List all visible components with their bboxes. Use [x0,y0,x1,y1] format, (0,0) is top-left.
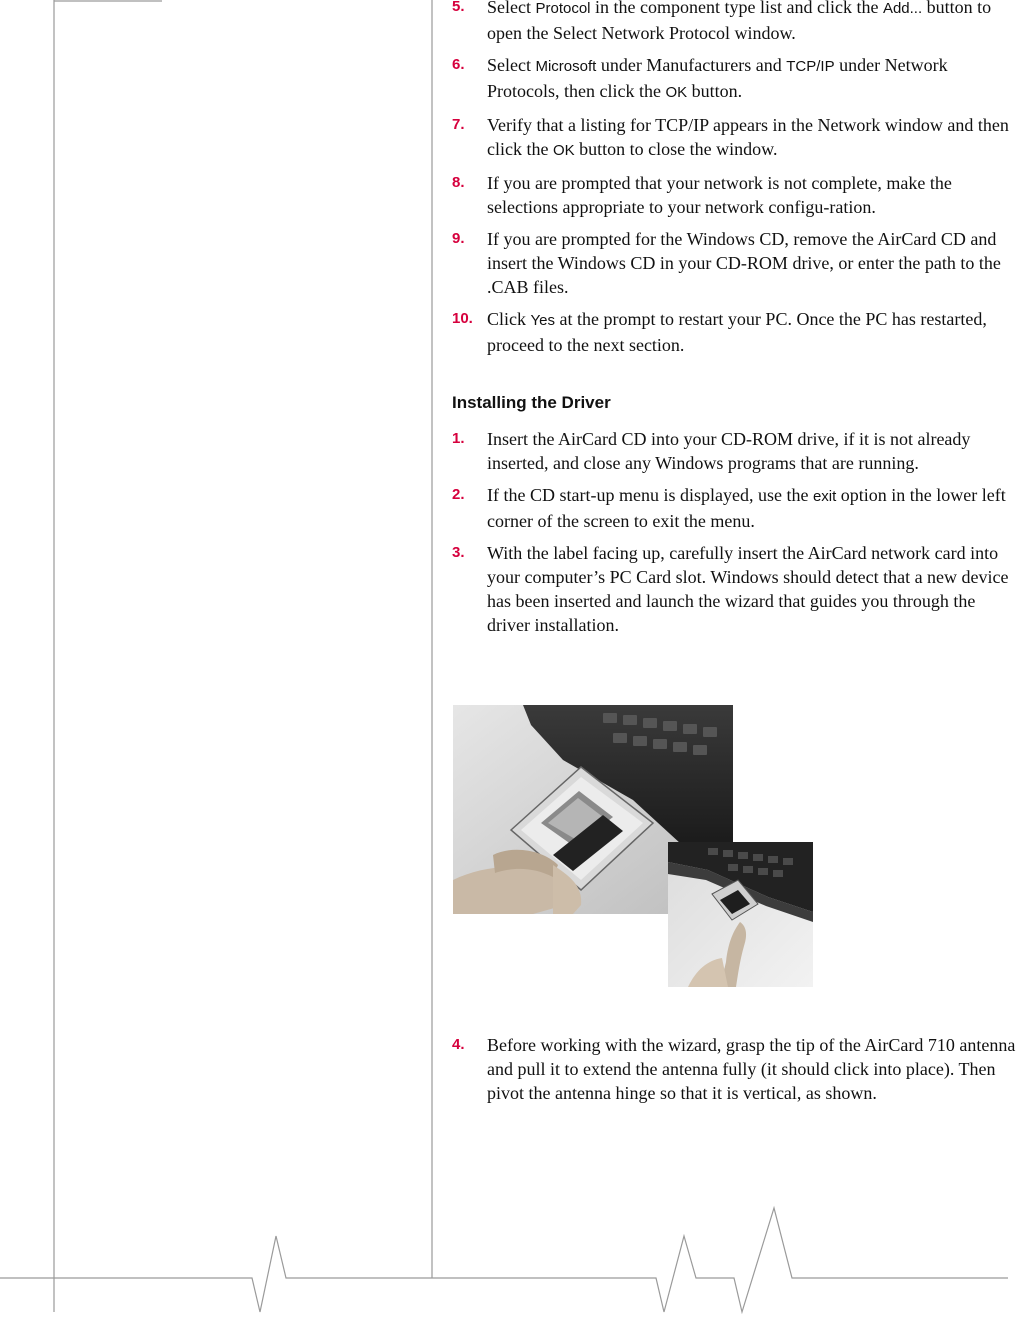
step-2: 2. If the CD start-up menu is displayed, use the exit option in the lower left corner of the screen to exit the menu. [452,485,1006,531]
step-4: 4. Before working with the wizard, grasp the tip of the AirCard 710 antenna and pull it to extend the antenna fully (it should click into place). Then pivot the antenna hinge so that it is vertical, as shown. [452,1035,1016,1103]
step-list-b [452,427,1017,637]
step-3: 3. With the label facing up, carefully insert the AirCard network card into your computer’s PC Card slot. Windows should detect that a new device has been inserted and launch the wizard that guides you through the driver installation. [452,543,1009,635]
ui-term-ok: OK [552,142,575,159]
step-number: 4. [452,1036,465,1053]
step-number: 8. [452,174,465,191]
step-7: 7. Verify that a listing for TCP/IP appears in the Network window and then click the OK button to close the window. [452,115,1009,159]
photo-card-in-slot [668,842,813,987]
step-6: 6. Select Microsoft under Manufacturers and TCP/IP under Network Protocols, then click the OK button. [452,55,948,101]
ui-term-yes: Yes [530,312,555,329]
step-list-a [452,0,1017,357]
step-10: 10. Click Yes at the prompt to restart your PC. Once the PC has restarted, proceed to the next section. [452,309,987,355]
step-number: 2. [452,486,465,503]
ui-term-tcpip: TCP/IP [786,58,835,75]
ui-term-microsoft: Microsoft [535,58,597,75]
step-number: 3. [452,544,465,561]
ui-term-add: Add... [882,0,923,17]
step-number: 1. [452,430,465,447]
step-number: 7. [452,116,465,133]
step-list-b-continued [452,1033,1017,1105]
ui-term-ok: OK [665,84,688,101]
section-heading: Installing the Driver [452,393,611,412]
step-number: 9. [452,230,465,247]
ui-term-protocol: Protocol [535,0,591,17]
step-number: 6. [452,56,465,73]
step-8: 8. If you are prompted that your network is not complete, make the selections appropriate to your network configu-ration. [452,173,952,217]
step-9: 9. If you are prompted for the Windows CD, remove the AirCard CD and insert the Windows CD in your CD-ROM drive, or enter the path to the .CAB files. [452,229,1001,297]
step-5: 5. Select Protocol in the component type list and click the Add... button to open the Select Network Protocol window. [452,0,1017,45]
step-number: 10. [452,310,473,327]
step-number: 5. [452,0,465,15]
step-1: 1. Insert the AirCard CD into your CD-ROM drive, if it is not already inserted, and close any Windows programs that are running. [452,429,971,473]
ui-term-exit: exit [812,488,837,505]
